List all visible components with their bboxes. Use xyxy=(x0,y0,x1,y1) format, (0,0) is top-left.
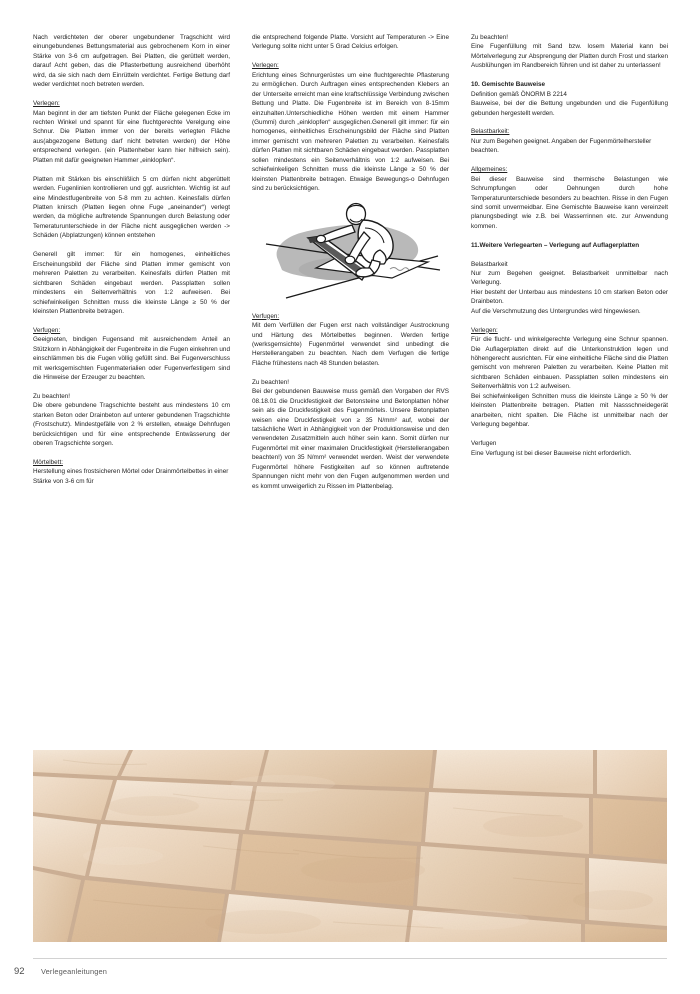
paragraph: Bei schiefwinkeligen Schnitten muss die kleinste Länge ≥ 50 % der kleinsten Plattenbreite betragen. Platten mit Nassschneidegerät anarbeiten, nicht spalten. Die Fläche ist unmittelbar nach der Verlegung begehbar. xyxy=(471,392,668,429)
paragraph: Platten mit Stärken bis einschlißlich 5 cm dürfen nicht abgerüttelt werden. Fugenlinien kontrollieren und ggf. ausrichten. Wichtig ist auf eine Mindestfugenbreite von 5-8 mm zu achten. Keinesfalls dürfen Platten knirsch (Platten liegen ohne Fuge „aneinander“) verlegt werden, da mögliche auftretende Spannungen durch Belastung oder Temeraturunterschiede in der Fläche nicht ausgeglichen werden -> Schäden (Abplatzungen) können entstehen xyxy=(33,175,230,240)
section-heading-weitere-verlegearten: 11.Weitere Verlegearten – Verlegung auf Auflagerplatten xyxy=(471,241,640,249)
paragraph: Bauweise, bei der die Bettung ungebunden und die Fugenfüllung gebunden hergestellt werden. xyxy=(471,100,668,117)
paving-slabs-photo xyxy=(33,750,667,942)
column-2 xyxy=(252,33,449,745)
section-heading-verfugen: Verfugen: xyxy=(252,312,280,320)
section-heading-zu-beachten: Zu beachten! xyxy=(33,392,71,400)
section-heading-belastbarkeit: Belastbarkeit: xyxy=(471,128,510,136)
paragraph: Eine Verfugung ist bei dieser Bauweise nicht erforderlich. xyxy=(471,449,632,457)
paragraph: Nach verdichteten der oberer ungebundener Tragschicht wird einungebundenes Bettungsmaterial aus gebrochenem Korn in einer Stärke von 3-6 cm aufgetragen. Bei Platten, die gerüttelt werden, darauf Acht geben, das die Pflasterbettung ausreichend überhöht wird, da sie sich nach dem Einrütteln verdichtet. Fertige Bettung darf weder verdichtet noch betreten werden. xyxy=(33,34,230,89)
section-heading-zu-beachten: Zu beachten! xyxy=(252,378,290,386)
column-1 xyxy=(33,33,230,745)
paragraph: Mit dem Verfüllen der Fugen erst nach vollständiger Austrocknung und Härtung des Mörtelbettes beginnen. Werden fertige (werksgemsichte) Fugenmörtel verwendet sind unbedingt die Herstellerangaben zu beachten. Nach dem Verfugen die fertige Fläche frühestens nach 48 Stunden belasten. xyxy=(252,322,449,367)
paragraph: Auf die Verschmutzung des Untergrundes wird hingewiesen. xyxy=(471,307,641,315)
paragraph: Für die flucht- und winkelgerechte Verlegung eine Schnur spannen. Die Auflagerplatten direkt auf die Unterkonstruktion legen und höhengerecht ausrichten. Für eine einheitliche Fläche sind die Platten gemischt von mehreren Paletten zu verarbeiten. Keine Platten mit sichtbaren Schäden einbauen. Passplatten sollen mindestens ein Seitenverhältnis von 1:2 aufweisen. xyxy=(471,336,668,391)
paragraph: Man beginnt in der am tiefsten Punkt der Fläche gelegenen Ecke im rechten Winkel und spannt für eine fluchtgerechte Verelgung eine Schnur. Die Platten immer von der bereits verlegten Fläche aus(abgezogene Bettung darf nicht betreten werden) der Höhe entsprechend verlegen. (ein Plattenheber kann hier hilfreich sein). Platten mit dafür geeigneten Hammer „einklopfen“. xyxy=(33,109,230,164)
section-heading-verfugen: Verfugen xyxy=(471,440,497,448)
section-heading-belastbarkeit: Belastbarkeit xyxy=(471,260,508,268)
definition-line: Definition gemäß ÖNORM B 2214 xyxy=(471,90,567,98)
paragraph: Hier besteht der Unterbau aus mindestens 10 cm starken Beton oder Drainbeton. xyxy=(471,288,668,306)
paragraph: Bei dieser Bauweise sind thermische Belastungen wie Schrumpfungen oder Dehnungen durch hohe Temperaturunterschiede besonders zu beachten. Risse in den Fugen sind somit unvermeidbar. Eine Gemischte Bauweise kann vereinzelt planungsbedingt wie z.B. bei Wasserrinnen etc. zur Anwendung kommen. xyxy=(471,175,668,230)
paragraph: Erichtung eines Schnurgerüstes um eine fluchtgerechte Pflasterung zu ermöglichen. Durch Auftragen eines entsprechenden Klebers an der Unterseite erreicht man eine kraftschlüssige Verbindung zwischen Bettung und Platte. Die Fugenbreite ist im Bereich von 8-15mm einzuhalten.Unterschiedliche Höhen werden mit einem Hammer (Gummi) durch „einklopfen“ ausgeglichen.Generell gilt immer: für ein homogenes, einheitliches Erscheinungsbild der Fläche sind Platten immer gemischt von mehreren Paletten zu verarbeiten. Keinesfalls dürfen Platten mit sichtbaren Schäden eingebaut werden. Passplatten sollen mindestens ein Seitenverhältnis von 1:2 aufweisen. Bei schiefwinkeligen Schnitten muss die kleinste Länge ≥ 50 % der kleinsten Plattenbreite betragen. Etwaige Bewegungs-o Dehnfugen sind zu berücksichtigen. xyxy=(252,71,449,193)
paragraph: Generell gilt immer: für ein homogenes, einheitliches Erscheinungsbild der Fläche sind Platten immer gemischt von mehreren Paletten zu verarbeiten. Keinesfalls dürfen Platten mit sichtbaren Schäden eingebaut werden. Passplatten sollen mindestens ein Seitenverhältnis von 1:2 aufweisen. Bei schiefwinkeligen Schnitten muss die kleinste Länge ≥ 50 % der kleinsten Plattenbreite betragen. xyxy=(33,251,230,315)
section-heading-allgemeines: Allgemeines: xyxy=(471,166,508,174)
text-columns xyxy=(33,33,669,745)
section-heading-gemischte-bauweise: 10. Gemischte Bauweise xyxy=(471,81,546,89)
paragraph: Die obere gebundene Tragschichte besteht aus mindestens 10 cm starken Beton oder Drainbeton auf unterer gebundenen Tragschichte (Frostschutz). Mindestgefälle von 2 % erstellen, etwaige Dehnfugen berücksichtigen und für eine entsprechende Entwässerung der oberen Tragschichte sorgen. xyxy=(33,402,230,448)
paragraph: Nur zum Begehen geeignet. Angaben der Fugenmörtelhersteller beachten. xyxy=(471,137,652,155)
paragraph: Geeigneten, bindigen Fugensand mit ausreichendem Anteil an Stützkorn in Abhängigkeit der Fugenbreite in die Fugen einkehren und einschlämmen bis die Fugen völlig gefüllt sind. Bei Fugenverschluss mit werksgemischten Fugenmaterialien oder Fugenverfestigern sind die Hinweise der Erzeuger zu beachten. xyxy=(33,336,230,382)
page-number: 92 xyxy=(14,966,25,977)
worker-screeding-illustration xyxy=(252,198,449,306)
column-3 xyxy=(471,33,668,745)
paragraph: Eine Fugenfüllung mit Sand bzw. losem Material kann bei Mörtelverlegung zur Absprengung der Platten durch Frost und starken Ausblühungen im Randbereich führen und ist daher zu unterlassen! xyxy=(471,43,668,70)
paragraph: die entsprechend folgende Platte. Vorsicht auf Temperaturen -> Eine Verlegung sollte nicht unter 5 Grad Celcius erfolgen. xyxy=(252,34,449,51)
footer-label: Verlegeanleitungen xyxy=(41,967,107,976)
section-heading-verlegen: Verlegen: xyxy=(471,326,498,334)
footer-divider xyxy=(33,958,667,959)
section-heading-zu-beachten: Zu beachten! xyxy=(471,34,509,41)
page-footer xyxy=(13,966,413,977)
section-heading-moertelbett: Mörtelbett: xyxy=(33,459,63,467)
paragraph: Herstellung eines frostsicheren Mörtel oder Drainmörtelbettes in einer Stärke von 3-6 cm für xyxy=(33,468,229,485)
section-heading-verfugen: Verfugen: xyxy=(33,326,61,334)
section-heading-verlegen: Verlegen: xyxy=(33,100,60,108)
paragraph: Nur zum Begehen geeignet. Belastbarkeit unmittelbar nach Verlegung. xyxy=(471,270,668,287)
section-heading-verlegen: Verlegen: xyxy=(252,62,279,70)
paragraph: Bei der gebundenen Bauweise muss gemäß den Vorgaben der RVS 08.18.01 die Druckfestigkeit der Betonsteine und Betonplatten höher sein als die Druckfestigkeit des Fugenmörtels. Unsere Betonplatten weisen eine Druckfestigkeit von ≥ 35 N/mm² auf, wobei der tatsächliche Wert in Abhängigkeit von der Produktionsweise und den verwendeten Zusatzmitteln auch höher sein kann. Somit dürfen nur Fugenmörtel mit einer maximalen Druckfestigkeit (Herstellerangaben beachten!) von 35 N/mm² verwendet werden. Weist der verwendete Fugenmörtel höhere Festigkeiten auf so können auftretende Spannungen nicht mehr von den Fugen aufgenommen werden und es kommt unweigerlich zu Rissen im Plattenbelag. xyxy=(252,388,449,490)
